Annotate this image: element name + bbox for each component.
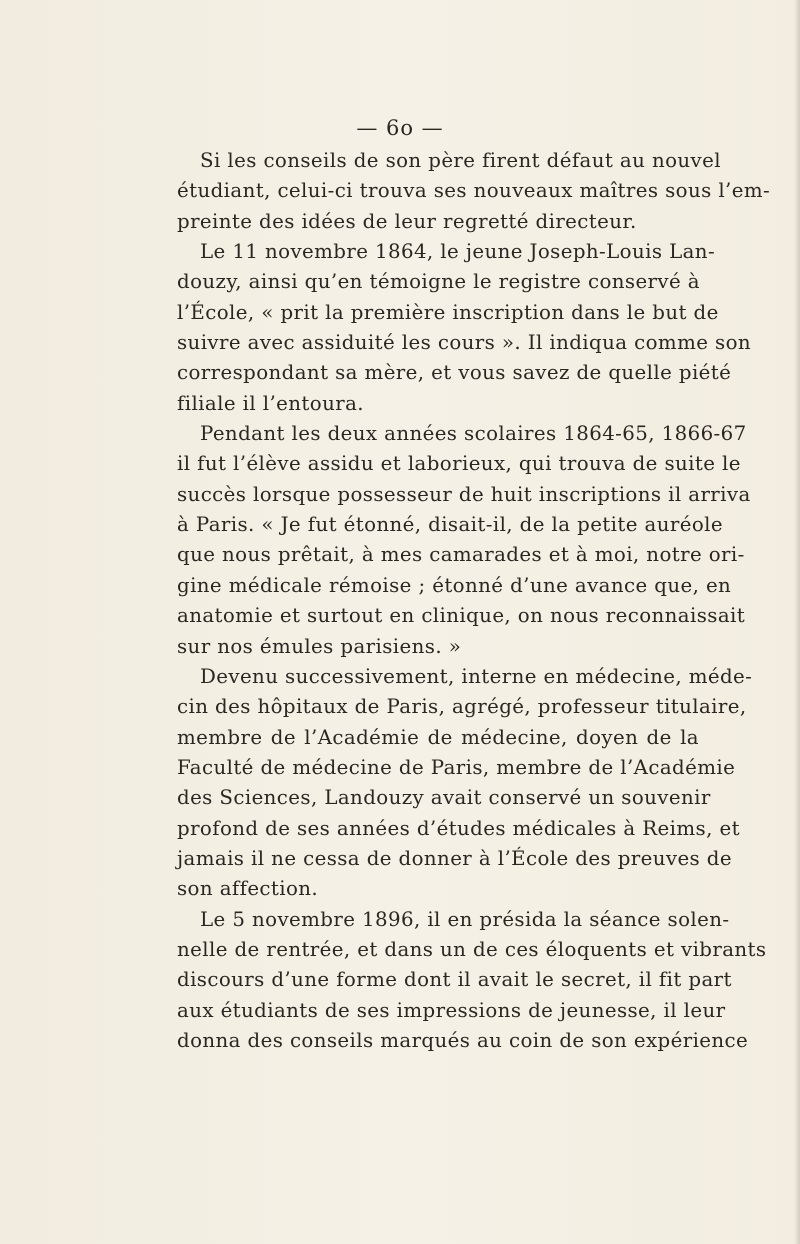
text-line: cin des hôpitaux de Paris, agrégé, professeur titulaire, xyxy=(177,695,747,719)
text-line: preinte des idées de leur regretté directeur. xyxy=(177,209,637,233)
body-text xyxy=(177,146,771,1056)
text-line: succès lorsque possesseur de huit inscriptions il arriva xyxy=(177,482,751,506)
text-line: à Paris. « Je fut étonné, disait-il, de la petite auréole xyxy=(177,513,723,537)
text-line: aux étudiants de ses impressions de jeunesse, il leur xyxy=(177,998,726,1022)
text-line: Le 11 novembre 1864, le jeune Joseph-Louis Lan- xyxy=(200,240,716,264)
text-line: filiale il l’entoura. xyxy=(177,391,364,415)
text-line: membre de l’Académie de médecine, doyen de la xyxy=(177,725,699,749)
text-line: Le 5 novembre 1896, il en présida la séance solen- xyxy=(200,907,730,931)
text-line: l’École, « prit la première inscription dans le but de xyxy=(177,300,719,324)
text-line: des Sciences, Landouzy avait conservé un souvenir xyxy=(177,786,711,810)
page-number: — 6o — xyxy=(356,116,444,140)
text-line: gine médicale rémoise ; étonné d’une avance que, en xyxy=(177,573,732,597)
text-line: que nous prêtait, à mes camarades et à moi, notre ori- xyxy=(177,543,745,567)
text-line: son affection. xyxy=(177,877,319,901)
text-line: donna des conseils marqués au coin de son expérience xyxy=(177,1028,749,1052)
text-line: suivre avec assiduité les cours ». Il indiqua comme son xyxy=(177,331,752,355)
text-line: discours d’une forme dont il avait le secret, il fit part xyxy=(177,968,732,992)
text-line: profond de ses années d’études médicales à Reims, et xyxy=(177,816,740,840)
text-line: nelle de rentrée, et dans un de ces éloquents et vibrants xyxy=(177,937,767,961)
page-edge-shadow xyxy=(794,0,800,1244)
text-line: étudiant, celui-ci trouva ses nouveaux maîtres sous l’em- xyxy=(177,179,771,203)
text-line: correspondant sa mère, et vous savez de quelle piété xyxy=(177,361,732,385)
text-line: Faculté de médecine de Paris, membre de l’Académie xyxy=(177,755,736,779)
text-line: il fut l’élève assidu et laborieux, qui trouva de suite le xyxy=(177,452,741,476)
text-line: Pendant les deux années scolaires 1864-65, 1866-67 xyxy=(200,422,747,446)
text-line: anatomie et surtout en clinique, on nous reconnaissait xyxy=(177,604,746,628)
text-line: Devenu successivement, interne en médecine, méde- xyxy=(200,664,753,688)
text-line: jamais il ne cessa de donner à l’École des preuves de xyxy=(177,846,732,870)
text-line: Si les conseils de son père firent défaut au nouvel xyxy=(200,149,721,172)
text-line: sur nos émules parisiens. » xyxy=(177,634,462,658)
text-line: douzy, ainsi qu’en témoigne le registre conservé à xyxy=(177,270,700,294)
